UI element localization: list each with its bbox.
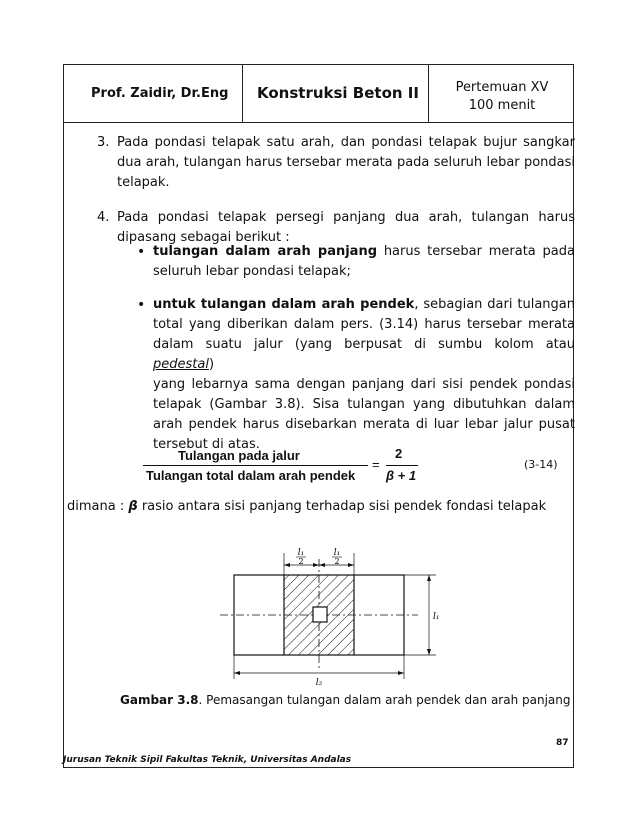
caption-label: Gambar 3.8 xyxy=(120,693,199,707)
course-title: Konstruksi Beton II xyxy=(257,84,419,102)
bullet-line: total yang diberikan dalam pers. (3.14) harus tersebar merata xyxy=(153,317,575,332)
top-dim-label-left-num: l₁ xyxy=(297,548,305,558)
column-square xyxy=(313,607,327,622)
bullet-line: arah pendek harus disebarkan merata di luar lebar jalur pusat xyxy=(153,417,575,432)
bullet-line: tersebut di atas. xyxy=(153,437,260,452)
bullet-line: telapak (Gambar 3.8). Sisa tulangan yang dibutuhkan dalam xyxy=(153,397,575,412)
item-number: 4. xyxy=(97,210,110,225)
list-item xyxy=(117,133,575,193)
bullet-line: yang lebarnya sama dengan panjang dari sisi pendek pondasi xyxy=(153,377,575,392)
paragraph-line: Pada pondasi telapak persegi panjang dua arah, tulangan harus xyxy=(117,210,575,225)
paragraph-line: dipasang sebagai berikut : xyxy=(117,230,290,245)
arrowhead xyxy=(427,649,431,655)
arrowhead xyxy=(234,671,240,675)
top-dim-label-left-den: 2 xyxy=(298,557,304,566)
header-author-cell xyxy=(64,65,243,122)
author-name: Prof. Zaidir, Dr.Eng xyxy=(91,86,229,101)
top-dim-label-right-den: 2 xyxy=(334,557,340,566)
formula-equals: = xyxy=(372,457,380,472)
bullet-bold-term: tulangan dalam arah panjang xyxy=(153,244,378,259)
bullet-text: , sebagian dari tulangan xyxy=(414,297,575,312)
definition-text: rasio antara sisi panjang terhadap sisi pendek fondasi telapak xyxy=(141,499,547,514)
bullet-dot: • xyxy=(137,297,146,313)
bullet-line: dalam suatu jalur (yang berpusat di sumbu kolom atau pedestal) xyxy=(153,337,575,372)
bullet-dot: • xyxy=(137,244,146,260)
item-number: 3. xyxy=(97,135,110,150)
fraction-bar xyxy=(386,465,418,466)
page-header xyxy=(64,65,573,123)
duration-label: 100 menit xyxy=(468,98,536,113)
footing-diagram xyxy=(200,545,460,690)
top-dim-label-right-num: l₁ xyxy=(333,548,341,558)
paragraph-line: telapak. xyxy=(117,175,170,190)
fraction-bar xyxy=(143,465,368,466)
caption-text: . Pemasangan tulangan dalam arah pendek dan arah panjang xyxy=(198,693,571,707)
header-meeting-cell xyxy=(429,65,575,122)
page-number: 87 xyxy=(556,738,569,748)
equation-number: (3-14) xyxy=(524,458,558,471)
bottom-dim-label: l₂ xyxy=(315,678,323,688)
meeting-label: Pertemuan XV xyxy=(455,80,549,95)
emphasized-term: pedestal xyxy=(153,357,209,372)
paragraph-line: dua arah, tulangan harus tersebar merata pada seluruh lebar pondasi xyxy=(117,155,575,170)
definition-prefix: dimana : xyxy=(67,499,125,514)
bullet-first-line xyxy=(153,242,575,262)
arrowhead xyxy=(427,575,431,581)
arrowhead xyxy=(398,671,404,675)
bullet-bold-term: untuk tulangan dalam arah pendek xyxy=(153,297,415,312)
right-dim-label: l₁ xyxy=(433,612,440,622)
footer-institution: Jurusan Teknik Sipil Fakultas Teknik, Universitas Andalas xyxy=(63,755,352,765)
bullet-line: seluruh lebar pondasi telapak; xyxy=(153,264,351,279)
bullet-item xyxy=(153,295,575,455)
arrowhead xyxy=(319,563,325,567)
definition-line xyxy=(67,499,546,514)
arrowhead xyxy=(313,563,319,567)
bullet-item xyxy=(153,242,575,282)
formula-rhs-numerator: 2 xyxy=(395,446,403,461)
formula-rhs-denominator: β + 1 xyxy=(386,468,417,483)
bullet-text: harus tersebar merata pada xyxy=(377,244,575,259)
header-course-cell xyxy=(243,65,429,122)
bullet-first-line xyxy=(153,295,575,315)
formula-numerator: Tulangan pada jalur xyxy=(178,448,300,463)
formula-denominator: Tulangan total dalam arah pendek xyxy=(146,468,356,483)
figure-caption xyxy=(120,693,571,707)
arrowhead xyxy=(348,563,354,567)
paragraph-line: Pada pondasi telapak satu arah, dan pondasi telapak bujur sangkar xyxy=(117,135,575,150)
definition-symbol: β xyxy=(128,499,138,514)
arrowhead xyxy=(284,563,290,567)
